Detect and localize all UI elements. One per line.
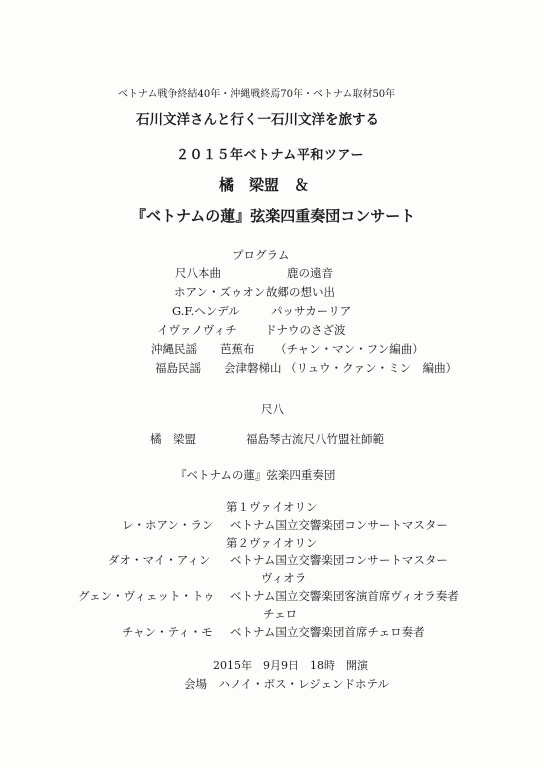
program-item-title: パッサカーリア [271,304,352,318]
member-title: ベトナム国立交響楽団首席チェロ奏者 [230,625,425,639]
member-name: グェン・ヴィェット・トゥ [78,589,215,603]
venue: 会場 ハノイ・ボス・レジェンドホテル [184,677,389,691]
performance-datetime: 2015年 9月9日 18時 開演 [213,659,368,672]
viola-heading: ヴィオラ [261,571,307,585]
program-item-composer: 福島民謡 会津磐梯山 [155,361,282,375]
cello-heading: チェロ [263,607,298,621]
tour-subtitle: 石川文洋さんと行く一石川文洋を旅する [136,112,379,128]
program-heading: プログラム [232,248,290,262]
program-item [0,287,544,301]
program-item-composer: G.F.ヘンデル [172,304,240,318]
subtitle-anniversaries: ベトナム戦争終結40年・沖縄戦終焉70年・ベトナム取材50年 [118,89,396,100]
program-item-title: 鹿の遠音 [287,266,333,280]
member-title: ベトナム国立交響楽団コンサートマスター [230,518,448,532]
performer-title: 橘 梁盟 ＆ [219,176,310,194]
member-name: チャン・ティ・モ [122,625,213,639]
program-item-title: （リュウ・クァン・ミン 編曲） [285,361,458,375]
member-name: ダオ・マイ・アィン [108,553,211,567]
member-row [0,555,544,569]
concert-title: 『ベトナムの蓮』弦楽四重奏団コンサート [131,207,416,225]
program-item-composer: 尺八本曲 [175,266,221,280]
program-item-title: ドナウのさざ波 [265,323,346,337]
program-item [0,363,544,377]
program-item [0,325,544,339]
quartet-heading: 『ベトナムの蓮』弦楽四重奏団 [175,468,336,482]
member-row [0,520,544,534]
program-item [0,344,544,358]
violin1-heading: 第１ヴァイオリン [226,500,318,514]
shakuhachi-performer-name: 橘 梁盟 [150,432,196,446]
shakuhachi-performer-title: 福島琴古流尺八竹盟社師範 [246,432,384,446]
violin2-heading: 第２ヴァイオリン [226,536,318,550]
program-item-composer: ホアン・ズゥオン [174,285,266,299]
member-row [0,627,544,641]
tour-title: ２０１５年ベトナム平和ツアー [176,148,364,163]
program-item-composer: 沖縄民謡 芭蕉布 [151,342,255,356]
member-title: ベトナム国立交響楽団客演首席ヴィオラ奏者 [230,589,459,603]
member-name: レ・ホアン・ラン [122,518,214,532]
program-item-title: 故郷の想い出 [266,285,335,299]
member-title: ベトナム国立交響楽団コンサートマスター [230,553,448,567]
program-item [0,306,544,320]
shakuhachi-heading: 尺八 [261,402,284,416]
program-item-composer: イヴァノヴィチ [157,323,237,337]
program-item-title: （チャン・マン・フン編曲） [275,342,424,356]
program-item [0,268,544,282]
member-row [0,591,544,605]
